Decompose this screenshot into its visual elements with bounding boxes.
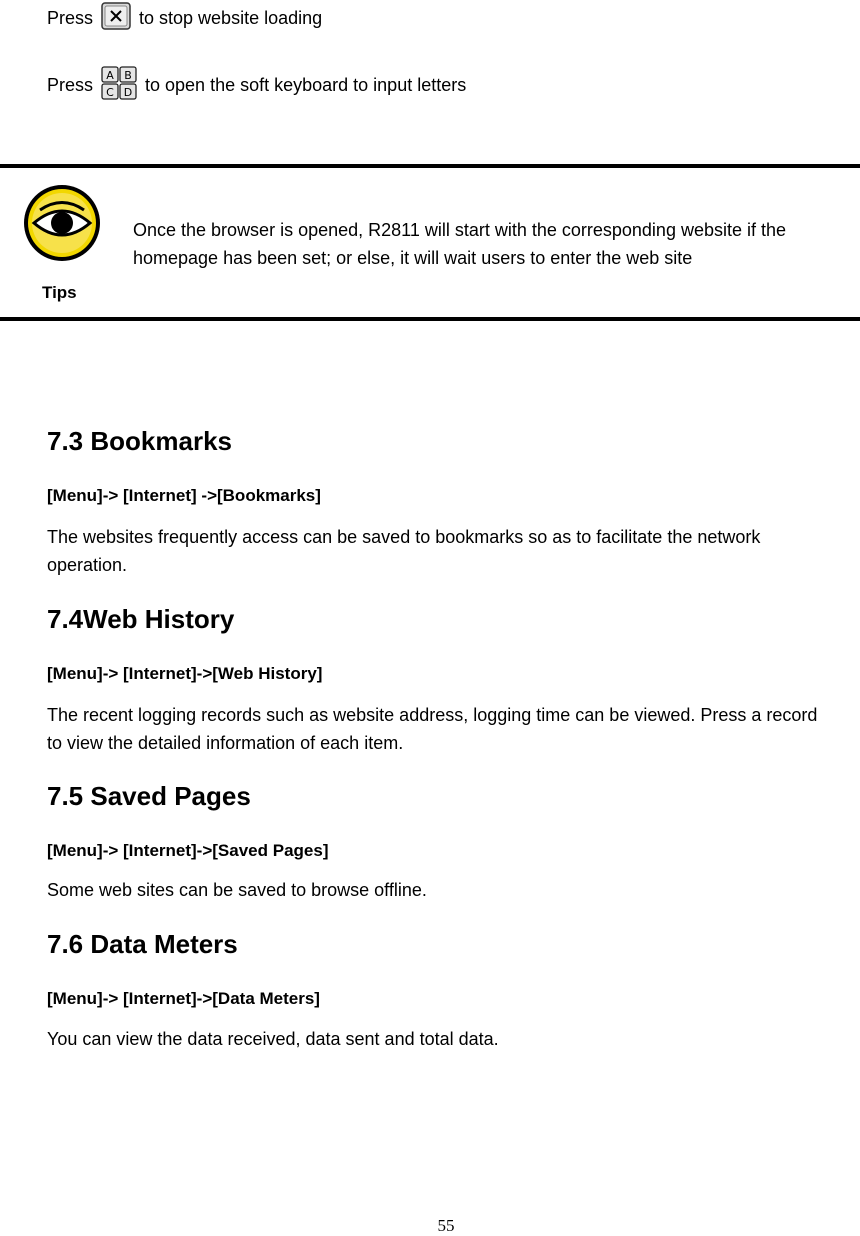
eye-icon [22, 183, 102, 268]
section-body: You can view the data received, data sent and total data. [47, 1029, 499, 1049]
press-stop-line [47, 2, 322, 35]
menu-path: [Menu]-> [Internet] ->[Bookmarks] [47, 486, 321, 505]
section-heading: 7.5 Saved Pages [47, 781, 251, 811]
section-heading: 7.4Web History [47, 604, 235, 634]
key-b-label: B [124, 69, 132, 82]
section-body: The websites frequently access can be saved to bookmarks so as to facilitate the network operation. [47, 527, 761, 575]
section-body: Some web sites can be saved to browse offline. [47, 880, 427, 900]
press-prefix: Press [47, 8, 94, 28]
section-body: The recent logging records such as website address, logging time can be viewed. Press a record to view the detailed information of each item. [47, 705, 818, 753]
section-heading: 7.6 Data Meters [47, 929, 238, 959]
section-heading: 7.3 Bookmarks [47, 426, 232, 456]
menu-path: [Menu]-> [Internet]->[Saved Pages] [47, 841, 329, 860]
menu-path: [Menu]-> [Internet]->[Web History] [47, 664, 323, 683]
press-prefix: Press [47, 75, 94, 95]
tips-top-rule [0, 164, 860, 168]
press-suffix: to open the soft keyboard to input letters [145, 75, 467, 95]
tips-label: Tips [42, 283, 77, 302]
press-suffix: to stop website loading [139, 8, 323, 28]
tips-text: Once the browser is opened, R2811 will start with the corresponding website if the homepage has been set; or else, it will wait users to enter the web site [133, 220, 787, 268]
key-d-label: D [123, 86, 133, 99]
tips-bottom-rule [0, 317, 860, 321]
press-keyboard-line [47, 66, 466, 105]
key-c-label: C [106, 86, 114, 99]
menu-path: [Menu]-> [Internet]->[Data Meters] [47, 989, 320, 1008]
stop-icon [101, 2, 131, 35]
page-number: 55 [437, 1216, 455, 1235]
key-a-label: A [106, 69, 114, 82]
soft-keyboard-icon [101, 66, 137, 105]
